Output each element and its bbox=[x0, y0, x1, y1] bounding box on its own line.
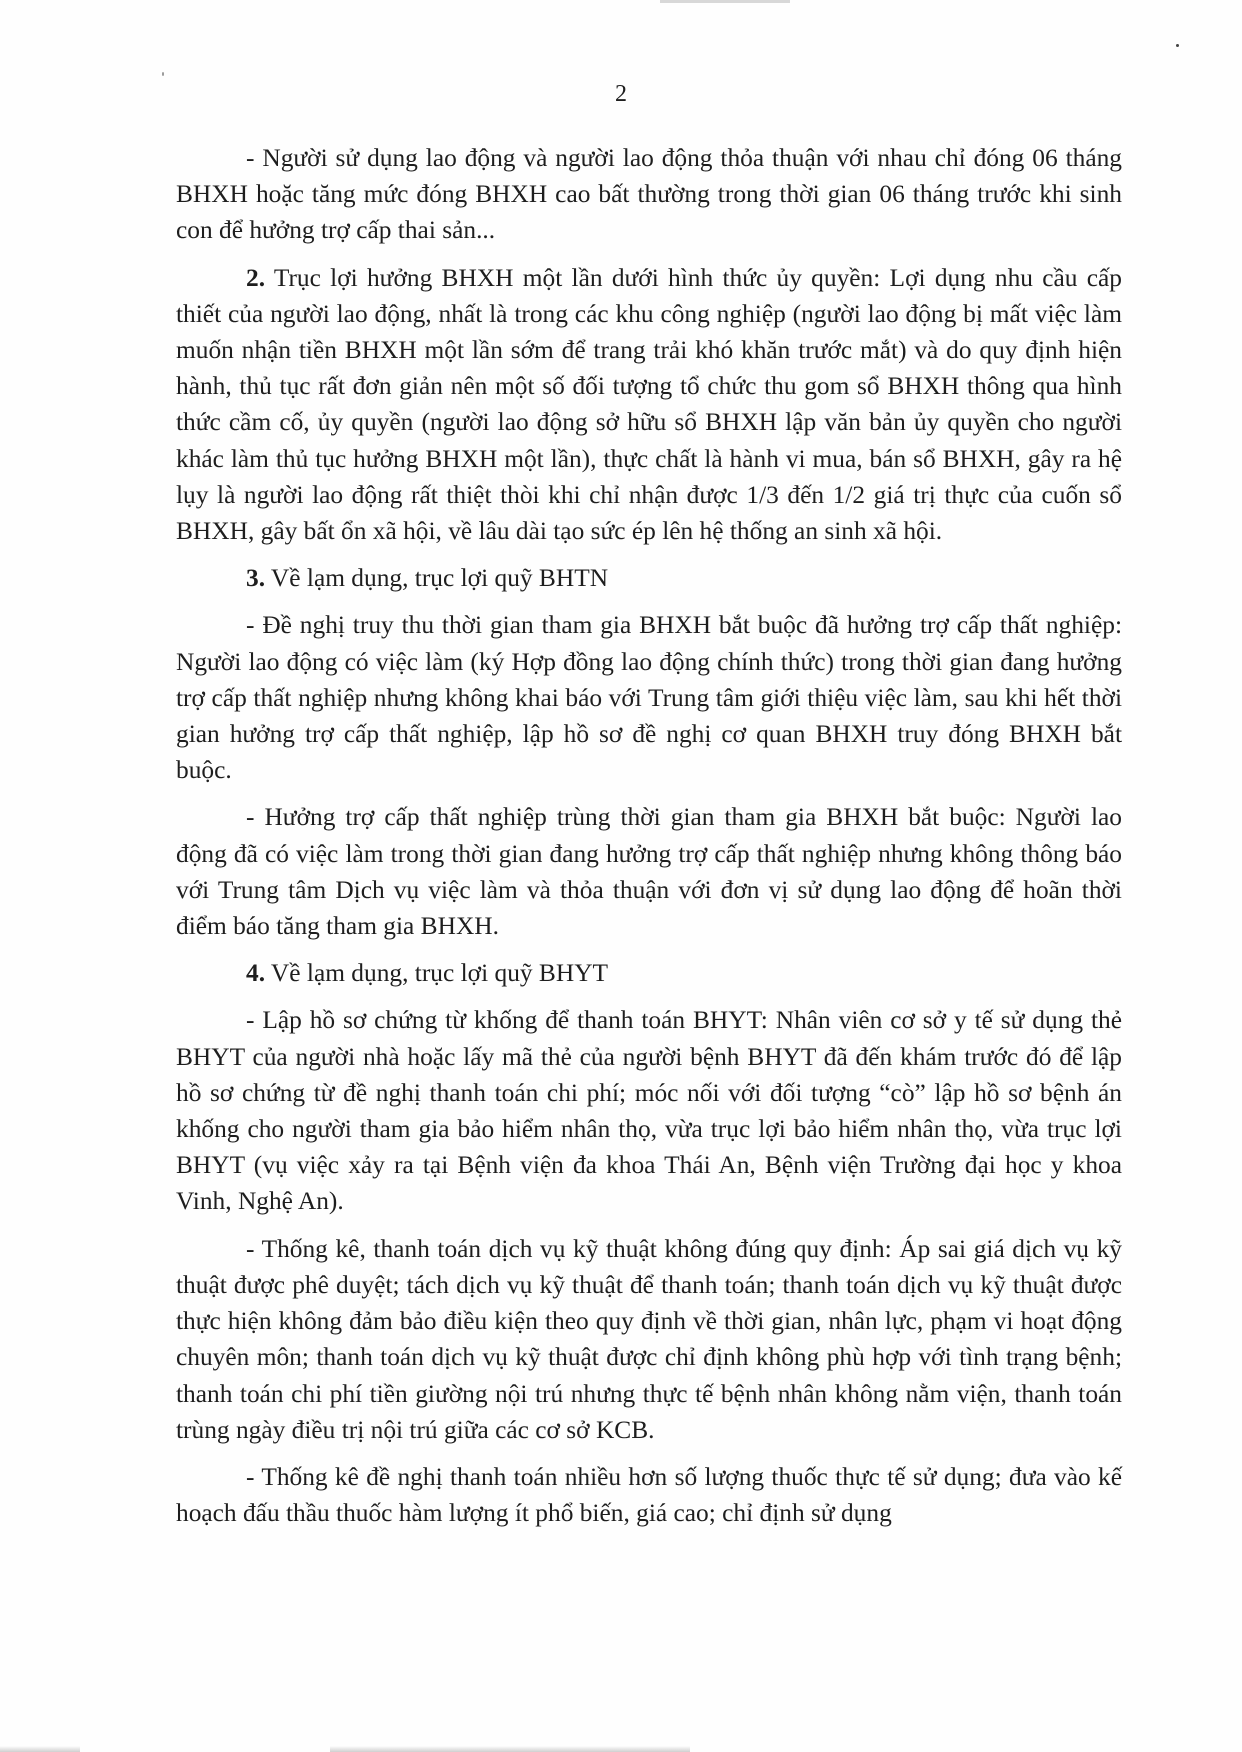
paragraph-bhyt-fake-records bbox=[176, 1002, 1122, 1219]
section-4-heading bbox=[176, 955, 1122, 991]
paragraph-bhyt-technical-services bbox=[176, 1231, 1122, 1448]
paragraph-bhyt-drugs bbox=[176, 1459, 1122, 1531]
paragraph-text: - Người sử dụng lao động và người lao động thỏa thuận với nhau chỉ đóng 06 tháng BHXH hoặc tăng mức đóng BHXH cao bất thường trong thời gian 06 tháng trước khi sinh con để hưởng trợ cấp thai sản... bbox=[176, 144, 1122, 245]
section-title: Về lạm dụng, trục lợi quỹ BHTN bbox=[265, 564, 609, 593]
section-2-paragraph bbox=[176, 260, 1122, 550]
section-title: Về lạm dụng, trục lợi quỹ BHYT bbox=[265, 959, 609, 988]
paragraph-bhtn-overlap bbox=[176, 799, 1122, 944]
paragraph-text: - Thống kê, thanh toán dịch vụ kỹ thuật không đúng quy định: Áp sai giá dịch vụ kỹ thuật được phê duyệt; tách dịch vụ kỹ thuật để thanh toán; thanh toán dịch vụ kỹ thuật được thực hiện không đảm bảo điều kiện theo quy định về thời gian, nhân lực, phạm vi hoạt động chuyên môn; thanh toán dịch vụ kỹ thuật được chỉ định không phù hợp với tình trạng bệnh; thanh toán chi phí tiền giường nội trú nhưng thực tế bệnh nhân không nằm viện, thanh toán trùng ngày điều trị nội trú giữa các cơ sở KCB. bbox=[176, 1234, 1122, 1444]
document-body bbox=[176, 140, 1122, 1542]
paragraph-maternity-fraud bbox=[176, 140, 1122, 249]
scan-artifact-top bbox=[660, 0, 790, 3]
paragraph-text: - Thống kê đề nghị thanh toán nhiều hơn số lượng thuốc thực tế sử dụng; đưa vào kế hoạch đấu thầu thuốc hàm lượng ít phổ biến, giá cao; chỉ định sử dụng bbox=[176, 1462, 1122, 1528]
section-number: 3. bbox=[246, 564, 266, 593]
scan-artifact-bottom bbox=[0, 1746, 80, 1752]
section-number: 4. bbox=[246, 959, 266, 988]
scan-speck bbox=[1176, 44, 1179, 47]
scan-speck bbox=[162, 72, 164, 76]
paragraph-text: - Lập hồ sơ chứng từ khống để thanh toán BHYT: Nhân viên cơ sở y tế sử dụng thẻ BHYT của người nhà hoặc lấy mã thẻ của người bệnh BHYT đã đến khám trước đó để lập hồ sơ chứng từ đề nghị thanh toán chi phí; móc nối với đối tượng “cò” lập hồ sơ bệnh án khống cho người tham gia bảo hiểm nhân thọ, vừa trục lợi bảo hiểm nhân thọ, vừa trục lợi BHYT (vụ việc xảy ra tại Bệnh viện đa khoa Thái An, Bệnh viện Trường đại học y khoa Vinh, Nghệ An). bbox=[176, 1006, 1122, 1216]
paragraph-text: - Đề nghị truy thu thời gian tham gia BHXH bắt buộc đã hưởng trợ cấp thất nghiệp: Người lao động có việc làm (ký Hợp đồng lao động chính thức) trong thời gian đang hưởng trợ cấp thất nghiệp nhưng không khai báo với Trung tâm giới thiệu việc làm, sau khi hết thời gian hưởng trợ cấp thất nghiệp, lập hồ sơ đề nghị cơ quan BHXH truy đóng BHXH bắt buộc. bbox=[176, 611, 1122, 785]
section-number: 2. bbox=[246, 263, 266, 292]
scan-artifact-bottom bbox=[330, 1746, 690, 1752]
page-number: 2 bbox=[615, 81, 627, 107]
paragraph-text: Trục lợi hưởng BHXH một lần dưới hình thức ủy quyền: Lợi dụng nhu cầu cấp thiết của người lao động, nhất là trong các khu công nghiệp (người lao động bị mất việc làm muốn nhận tiền BHXH một lần sớm để trang trải khó khăn trước mắt) và do quy định hiện hành, thủ tục rất đơn giản nên một số đối tượng tổ chức thu gom sổ BHXH thông qua hình thức cầm cố, ủy quyền (người lao động sở hữu sổ BHXH lập văn bản ủy quyền cho người khác làm thủ tục hưởng BHXH một lần), thực chất là hành vi mua, bán sổ BHXH, gây ra hệ lụy là người lao động rất thiệt thòi khi chỉ nhận được 1/3 đến 1/2 giá trị thực của cuốn sổ BHXH, gây bất ổn xã hội, về lâu dài tạo sức ép lên hệ thống an sinh xã hội. bbox=[176, 263, 1122, 546]
section-3-heading bbox=[176, 560, 1122, 596]
paragraph-text: - Hưởng trợ cấp thất nghiệp trùng thời gian tham gia BHXH bắt buộc: Người lao động đã có việc làm trong thời gian đang hưởng trợ cấp thất nghiệp nhưng không thông báo với Trung tâm Dịch vụ việc làm và thỏa thuận với đơn vị sử dụng lao động để hoãn thời điểm báo tăng tham gia BHXH. bbox=[176, 803, 1122, 941]
paragraph-bhtn-arrears bbox=[176, 607, 1122, 788]
